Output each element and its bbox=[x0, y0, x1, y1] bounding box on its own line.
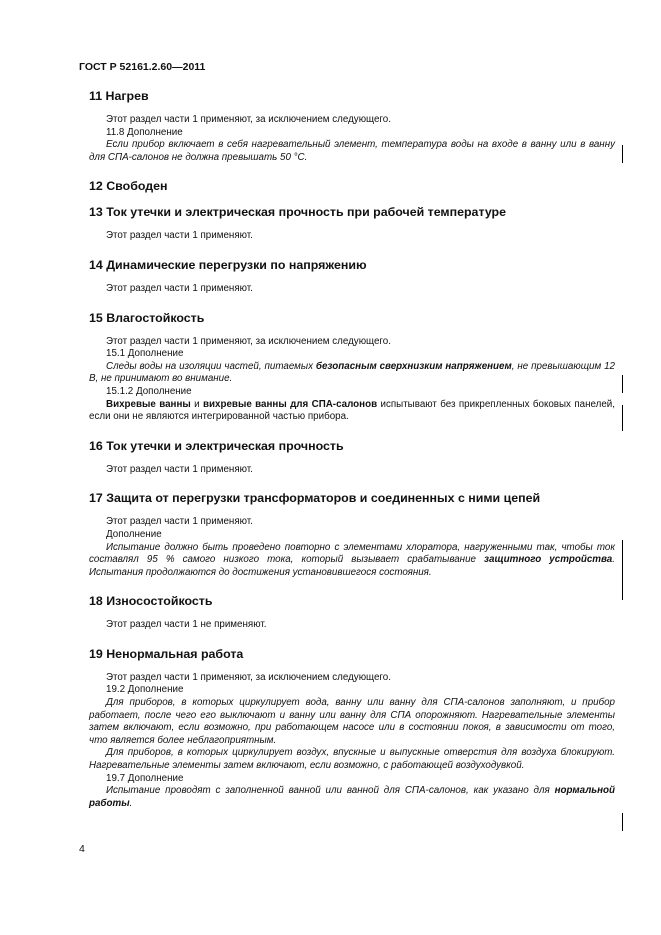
section-title: 13 Ток утечки и электрическая прочность при рабочей температуре bbox=[89, 205, 507, 220]
paragraph: 15.1 Дополнение bbox=[106, 348, 184, 360]
section-19 bbox=[89, 646, 615, 811]
section-12 bbox=[89, 178, 615, 194]
bold-term: вихревые ванны для СПА-салонов bbox=[203, 398, 378, 410]
section-17 bbox=[89, 490, 615, 579]
paragraph: 19.2 Дополнение bbox=[106, 684, 184, 696]
paragraph: Для приборов, в которых циркулирует вода, ванну или ванну для СПА-салонов заполняют, и прибор работает, после чего его выключают и ванну или ванну для СПА опорожняют. Нагревательные элементы затем включают, если возможно, при работающем насосе или в состоянии покоя, в зависимости от того, что является более неблагоприятным. bbox=[89, 697, 615, 746]
document-header: ГОСТ Р 52161.2.60—2011 bbox=[79, 61, 206, 73]
paragraph: Вихревые ванны и вихревые ванны для СПА-салонов испытывают без прикрепленных боковых панелей, если они не являются интегрированной частью прибора. bbox=[89, 398, 615, 423]
bold-term: нормальной работы bbox=[89, 785, 615, 809]
section-title: 14 Динамические перегрузки по напряжению bbox=[89, 257, 367, 272]
page-number: 4 bbox=[79, 843, 85, 855]
paragraph: Дополнение bbox=[106, 528, 162, 540]
bold-term: безопасным сверхнизким напряжением bbox=[315, 360, 512, 372]
document-body bbox=[89, 88, 615, 824]
section-title: 16 Ток утечки и электрическая прочность bbox=[89, 438, 344, 453]
section-title: 19 Ненормальная работа bbox=[89, 646, 244, 661]
paragraph: 15.1.2 Дополнение bbox=[106, 385, 192, 397]
change-bar bbox=[622, 145, 623, 163]
section-title: 17 Защита от перегрузки трансформаторов и соединенных с ними цепей bbox=[89, 491, 541, 506]
paragraph: Этот раздел части 1 применяют, за исключением следующего. bbox=[106, 671, 391, 683]
paragraph: Этот раздел части 1 применяют. bbox=[106, 230, 253, 242]
change-bar bbox=[622, 540, 623, 600]
change-bar bbox=[622, 375, 623, 393]
section-14 bbox=[89, 257, 615, 296]
paragraph: Следы воды на изоляции частей, питаемых безопасным сверхнизким напряжением, не превышающим 12 В, не принимают во внимание. bbox=[89, 360, 615, 385]
paragraph: Этот раздел части 1 применяют. bbox=[106, 282, 253, 294]
section-title: 12 Свободен bbox=[89, 179, 168, 194]
change-bar bbox=[622, 813, 623, 831]
paragraph: Этот раздел части 1 не применяют. bbox=[106, 619, 267, 631]
paragraph: Испытание проводят с заполненной ванной или ванной для СПА-салонов, как указано для нормальной работы. bbox=[89, 785, 615, 809]
paragraph: Этот раздел части 1 применяют, за исключением следующего. bbox=[106, 335, 391, 347]
bold-term: Вихревые ванны bbox=[106, 398, 191, 410]
section-title: 15 Влагостойкость bbox=[89, 310, 205, 325]
paragraph: 11.8 Дополнение bbox=[106, 126, 183, 138]
paragraph: Испытание должно быть проведено повторно с элементами хлоратора, нагруженными так, чтобы ток составлял 95 % самого низкого тока, который вызывает срабатывание защитного устройства. Испытания продолжаются до достижения установившегося состояния. bbox=[89, 541, 615, 578]
paragraph: Этот раздел части 1 применяют, за исключением следующего. bbox=[106, 114, 391, 125]
paragraph: Этот раздел части 1 применяют. bbox=[106, 463, 253, 475]
change-bar bbox=[622, 405, 623, 431]
section-title: 11 Нагрев bbox=[89, 89, 149, 103]
paragraph: 19.7 Дополнение bbox=[106, 772, 184, 784]
section-16 bbox=[89, 438, 615, 477]
section-title: 18 Износостойкость bbox=[89, 594, 213, 609]
section-15 bbox=[89, 310, 615, 424]
paragraph: Для приборов, в которых циркулирует воздух, впускные и выпускные отверстия для воздуха блокируют. Нагревательные элементы затем включают, если возможно, с работающей воздуходувкой. bbox=[89, 747, 615, 772]
paragraph: Если прибор включает в себя нагревательный элемент, температура воды на входе в ванну или в ванну для СПА-салонов не должна превышать 50 °С. bbox=[89, 139, 615, 163]
section-13 bbox=[89, 204, 615, 243]
paragraph: Этот раздел части 1 применяют. bbox=[106, 516, 253, 528]
section-11 bbox=[89, 88, 615, 164]
section-18 bbox=[89, 593, 615, 632]
bold-term: защитного устройства bbox=[484, 554, 613, 566]
